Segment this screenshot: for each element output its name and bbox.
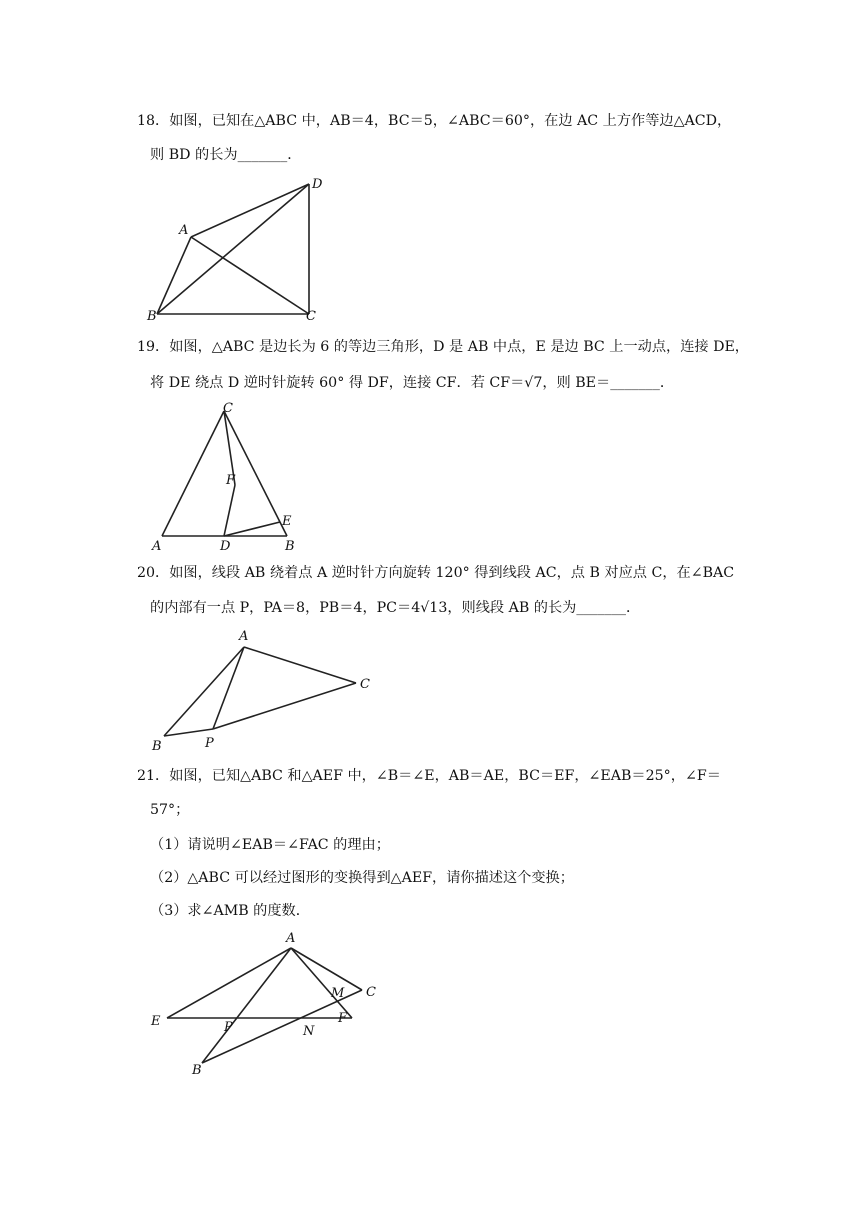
q21-label-f: F <box>338 1011 348 1026</box>
q21-part2: （2）△ABC 可以经过图形的变换得到△AEF，请你描述这个变换； <box>150 870 574 886</box>
q20-label-b: B <box>152 739 162 754</box>
q19-label-d: D <box>220 539 231 554</box>
q21-text-line2: 57°； <box>150 802 190 818</box>
q20-segment-ap <box>213 647 244 729</box>
q18-figure <box>140 170 340 330</box>
q18-segment-ab <box>157 237 191 314</box>
q21-segment-ac <box>291 948 362 990</box>
q21-label-e: E <box>151 1014 161 1029</box>
q21-segment-ae <box>167 948 291 1018</box>
q20-segment-pc <box>213 683 356 729</box>
q18-label-c: C <box>306 309 316 324</box>
q19-segment-df <box>224 485 235 536</box>
q20-text-line2: 的内部有一点 P，PA＝8，PB＝4，PC＝4√13，则线段 AB 的长为_______． <box>150 600 641 616</box>
q18-label-b: B <box>147 309 157 324</box>
q20-label-c: C <box>360 677 370 692</box>
q21-label-a: A <box>286 931 296 946</box>
q19-label-e: E <box>282 514 292 529</box>
q18-segment-ac <box>191 237 309 314</box>
q21-segment-af <box>291 948 352 1018</box>
q18-label-a: A <box>179 223 189 238</box>
q20-segment-ac <box>244 647 356 683</box>
q20-figure <box>140 625 380 755</box>
q21-segment-ab <box>202 948 291 1063</box>
q20-segment-bp <box>164 729 213 736</box>
q19-label-f: F <box>226 473 236 488</box>
q21-figure <box>140 930 390 1080</box>
q20-label-a: A <box>239 629 249 644</box>
q18-text-line1: 18．如图，已知在△ABC 中，AB＝4，BC＝5，∠ABC＝60°，在边 AC 上方作等边△ACD， <box>137 113 732 129</box>
q18-label-d: D <box>312 177 323 192</box>
q21-label-p: P <box>224 1020 233 1035</box>
q21-text-line1: 21．如图，已知△ABC 和△AEF 中，∠B＝∠E，AB＝AE，BC＝EF，∠EAB＝25°，∠F＝ <box>137 768 721 784</box>
q18-segment-da <box>191 184 309 237</box>
q18-segment-bd <box>157 184 309 314</box>
q19-text-line2: 将 DE 绕点 D 逆时针旋转 60° 得 DF，连接 CF．若 CF＝√7，则 BE＝_______． <box>150 375 675 391</box>
q21-label-n: N <box>303 1024 315 1039</box>
q20-label-p: P <box>205 736 214 751</box>
q21-label-c: C <box>366 985 376 1000</box>
q21-label-m: M <box>331 986 345 1001</box>
q18-text-line2: 则 BD 的长为_______． <box>150 147 302 163</box>
q19-segment-ac <box>162 411 224 536</box>
q21-label-b: B <box>192 1063 202 1078</box>
q19-label-c: C <box>223 401 233 416</box>
q21-part1: （1）请说明∠EAB＝∠FAC 的理由； <box>150 837 390 853</box>
q19-label-b: B <box>285 539 295 554</box>
q20-text-line1: 20．如图，线段 AB 绕着点 A 逆时针方向旋转 120° 得到线段 AC，点 B 对应点 C，在∠BAC <box>137 565 735 581</box>
q19-text-line1: 19．如图，△ABC 是边长为 6 的等边三角形，D 是 AB 中点，E 是边 BC 上一动点，连接 DE， <box>137 339 749 355</box>
q19-label-a: A <box>152 539 162 554</box>
q19-segment-de <box>224 522 280 536</box>
q19-figure <box>140 395 320 555</box>
q21-part3: （3）求∠AMB 的度数． <box>150 903 310 919</box>
